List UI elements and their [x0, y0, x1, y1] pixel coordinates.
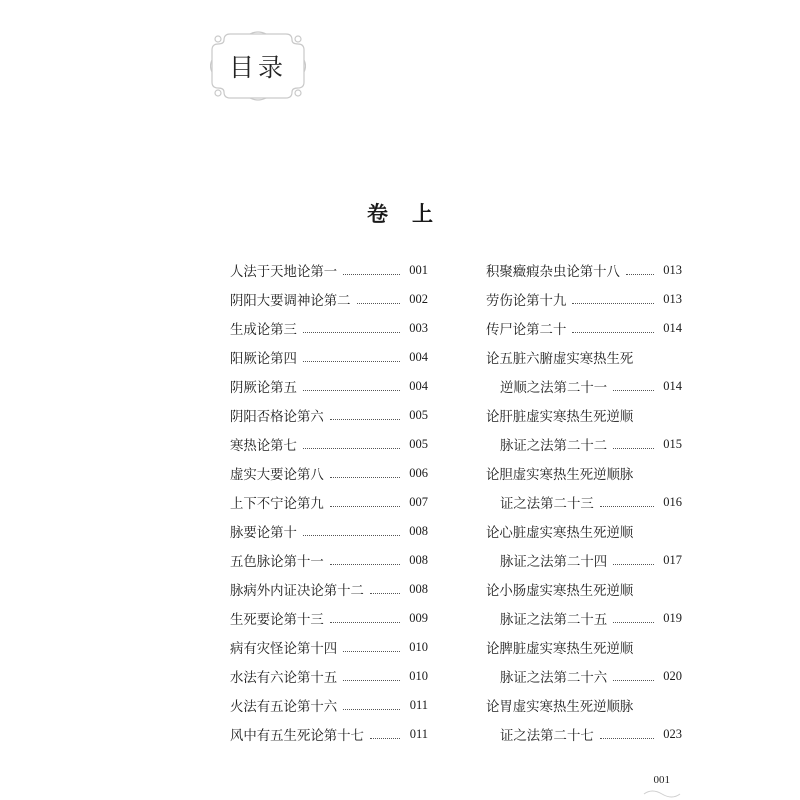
dot-leader	[343, 650, 400, 652]
toc-entry-page: 011	[409, 698, 428, 712]
dot-leader	[343, 708, 400, 710]
toc-entry[interactable]	[230, 546, 428, 575]
toc-entry[interactable]	[230, 633, 428, 662]
toc-column-right	[486, 256, 682, 749]
toc-entry-page: 004	[409, 379, 428, 393]
toc-entry[interactable]	[486, 720, 682, 749]
toc-entry-page: 015	[663, 437, 682, 451]
dot-leader	[330, 418, 400, 420]
toc-entry-title: 阴阳大要调神论第二	[230, 294, 351, 309]
dot-leader	[303, 447, 400, 449]
toc-entry-title: 上下不宁论第九	[230, 497, 324, 512]
toc-entry[interactable]	[230, 285, 428, 314]
toc-entry-page: 020	[663, 669, 682, 683]
toc-entry[interactable]	[230, 372, 428, 401]
toc-entry[interactable]	[230, 256, 428, 285]
toc-entry[interactable]	[486, 430, 682, 459]
toc-entry-page: 010	[409, 669, 428, 683]
toc-entry-title: 五色脉论第十一	[230, 555, 324, 570]
toc-entry-page: 004	[409, 350, 428, 364]
toc-entry-title: 病有灾怪论第十四	[230, 642, 338, 657]
toc-entry-title: 阴厥论第五	[230, 381, 297, 396]
dot-leader	[303, 331, 400, 333]
dot-leader	[613, 389, 654, 391]
toc-entry[interactable]	[230, 488, 428, 517]
title-frame	[210, 30, 306, 102]
dot-leader	[343, 679, 400, 681]
toc-entry[interactable]	[486, 575, 682, 604]
toc-entry-page: 023	[663, 727, 682, 741]
toc-entry-page: 017	[663, 553, 682, 567]
toc-entry[interactable]	[486, 256, 682, 285]
toc-entry-page: 003	[409, 321, 428, 335]
toc-entry[interactable]	[230, 517, 428, 546]
toc-entry[interactable]	[230, 314, 428, 343]
toc-entry-title: 脉病外内证决论第十二	[230, 584, 364, 599]
toc-entry-title: 论胆虚实寒热生死逆顺脉	[486, 468, 634, 483]
toc-entry-title: 阳厥论第四	[230, 352, 297, 367]
dot-leader	[303, 360, 400, 362]
toc-entry-title: 阴阳否格论第六	[230, 410, 324, 425]
toc-entry[interactable]	[230, 343, 428, 372]
toc-entry-title: 论脾脏虚实寒热生死逆顺	[486, 642, 634, 657]
volume-heading: 卷上	[367, 201, 457, 226]
dot-leader	[613, 679, 654, 681]
dot-leader	[343, 273, 400, 275]
toc-entry-title: 火法有五论第十六	[230, 700, 338, 715]
toc-entry[interactable]	[230, 430, 428, 459]
toc-entry-page: 007	[409, 495, 428, 509]
toc-entry-page: 010	[409, 640, 428, 654]
toc-entry-page: 009	[409, 611, 428, 625]
toc-entry[interactable]	[486, 604, 682, 633]
dot-leader	[600, 505, 654, 507]
page-number: 001	[653, 774, 670, 786]
toc-entry-page: 008	[409, 524, 428, 538]
dot-leader	[303, 534, 400, 536]
toc-entry[interactable]	[486, 633, 682, 662]
toc-entry[interactable]	[230, 662, 428, 691]
toc-entry-page: 006	[409, 466, 428, 480]
toc-entry[interactable]	[230, 401, 428, 430]
toc-entry[interactable]	[230, 691, 428, 720]
dot-leader	[572, 302, 654, 304]
toc-entry-page: 005	[409, 437, 428, 451]
dot-leader	[572, 331, 654, 333]
toc-entry-page: 019	[663, 611, 682, 625]
dot-leader	[613, 447, 654, 449]
toc-entry-title: 生成论第三	[230, 323, 297, 338]
toc-entry-page: 002	[409, 292, 428, 306]
toc-entry-title: 逆顺之法第二十一	[500, 381, 608, 396]
toc-entry-page: 014	[663, 379, 682, 393]
toc-entry[interactable]	[486, 488, 682, 517]
toc-entry[interactable]	[486, 285, 682, 314]
toc-entry-title: 论小肠虚实寒热生死逆顺	[486, 584, 634, 599]
toc-entry-title: 脉证之法第二十六	[500, 671, 608, 686]
toc-entry-title: 脉证之法第二十四	[500, 555, 608, 570]
toc-entry-title: 风中有五生死论第十七	[230, 729, 364, 744]
toc-entry-title: 劳伤论第十九	[486, 294, 567, 309]
dot-leader	[613, 621, 654, 623]
dot-leader	[600, 737, 654, 739]
toc-entry-page: 008	[409, 553, 428, 567]
toc-entry-title: 水法有六论第十五	[230, 671, 338, 686]
toc-entry-title: 积聚癥瘕杂虫论第十八	[486, 265, 620, 280]
toc-entry-page: 014	[663, 321, 682, 335]
toc-entry[interactable]	[486, 662, 682, 691]
footer-ornament-icon	[642, 788, 682, 798]
toc-entry[interactable]	[230, 459, 428, 488]
dot-leader	[613, 563, 654, 565]
toc-entry-title: 虚实大要论第八	[230, 468, 324, 483]
dot-leader	[330, 563, 400, 565]
toc-entry-page: 005	[409, 408, 428, 422]
toc-entry-title: 证之法第二十七	[500, 729, 594, 744]
toc-entry-title: 脉要论第十	[230, 526, 297, 541]
dot-leader	[330, 621, 400, 623]
dot-leader	[357, 302, 400, 304]
page-title: 目录	[228, 53, 287, 82]
dot-leader	[303, 389, 400, 391]
toc-entry-title: 传尸论第二十	[486, 323, 567, 338]
toc-entry[interactable]	[230, 575, 428, 604]
toc-entry-page: 016	[663, 495, 682, 509]
toc-entry-page: 013	[663, 263, 682, 277]
toc-entry[interactable]	[486, 343, 682, 372]
toc-entry-page: 013	[663, 292, 682, 306]
toc-entry-title: 论心脏虚实寒热生死逆顺	[486, 526, 634, 541]
toc-entry[interactable]	[486, 546, 682, 575]
dot-leader	[330, 476, 400, 478]
dot-leader	[370, 592, 400, 594]
toc-entry-page: 001	[409, 263, 428, 277]
toc-entry[interactable]	[486, 372, 682, 401]
toc-entry-title: 证之法第二十三	[500, 497, 594, 512]
toc-entry-title: 脉证之法第二十五	[500, 613, 608, 628]
toc-entry-page: 011	[409, 727, 428, 741]
toc-column-left	[230, 256, 428, 749]
toc-entry[interactable]	[486, 314, 682, 343]
dot-leader	[330, 505, 400, 507]
toc-entry-title: 生死要论第十三	[230, 613, 324, 628]
toc-entry[interactable]	[230, 604, 428, 633]
toc-entry-title: 论胃虚实寒热生死逆顺脉	[486, 700, 634, 715]
toc-entry[interactable]	[486, 517, 682, 546]
toc-entry-title: 寒热论第七	[230, 439, 297, 454]
toc-entry[interactable]	[230, 720, 428, 749]
toc-entry-title: 人法于天地论第一	[230, 265, 338, 280]
toc-entry[interactable]	[486, 459, 682, 488]
dot-leader	[370, 737, 400, 739]
toc-entry-title: 论五脏六腑虚实寒热生死	[486, 352, 634, 367]
toc-entry-title: 脉证之法第二十二	[500, 439, 608, 454]
toc-entry[interactable]	[486, 401, 682, 430]
toc-entry-title: 论肝脏虚实寒热生死逆顺	[486, 410, 634, 425]
dot-leader	[626, 273, 654, 275]
toc-entry[interactable]	[486, 691, 682, 720]
toc-entry-page: 008	[409, 582, 428, 596]
